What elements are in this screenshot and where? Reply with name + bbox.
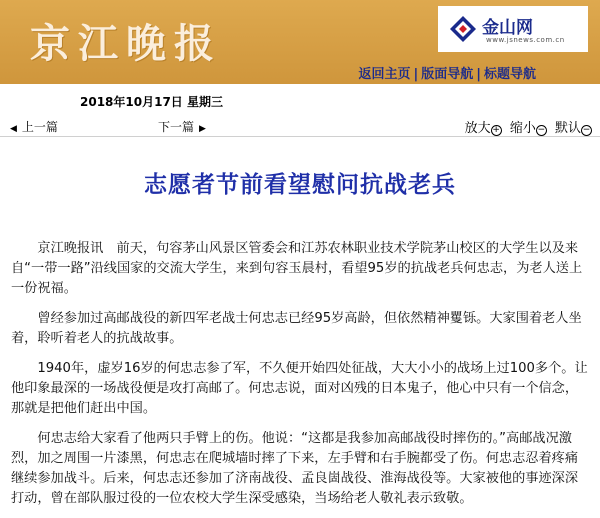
plus-circle-icon: + <box>492 125 500 135</box>
zoom-in-label: 放大 <box>464 121 491 136</box>
article-paragraph: 曾经参加过高邮战役的新四军老战士何忠志已经95岁高龄，但依然精神矍铄。大家围着老人坐着，聆听着老人的抗战故事。 <box>11 311 582 346</box>
article-title: 志愿者节前看望慰问抗战老兵 <box>144 172 456 198</box>
nav-page-navigation-link[interactable]: 版面导航 <box>421 67 474 82</box>
article-paragraph: 京江晚报讯 前天，句容茅山风景区管委会和江苏农林职业技术学院茅山校区的大学生以及来自“一带一路”沿线国家的交流大学生，来到句容玉晨村，看望95岁的抗战老兵何忠志，为老人送上一份祝福。 <box>11 241 583 296</box>
triangle-right-icon: ▶ <box>199 124 206 134</box>
masthead <box>0 0 600 84</box>
prev-article-link[interactable] <box>10 118 58 135</box>
issue-date: 2018年10月17日 星期三 <box>80 95 223 109</box>
zoom-out-button[interactable] <box>510 121 551 136</box>
newspaper-logo: 京江晚报 <box>30 20 222 67</box>
article-paragraph: 1940年，虚岁16岁的何忠志参了军，不久便开始四处征战，大大小小的战场上过100多个。让他印象最深的一场战役便是攻打高邮了。何忠志说，面对凶残的日本鬼子，他心中只有一个信念，那就是把他们赶出中国。 <box>11 361 588 416</box>
default-size-button[interactable] <box>555 121 596 136</box>
nav-home-link[interactable]: 返回主页 <box>358 67 411 82</box>
partner-name: 金山网 <box>482 18 533 38</box>
partner-logo[interactable] <box>438 6 588 52</box>
nav-separator: | <box>413 67 419 82</box>
zoom-out-label: 缩小 <box>509 121 536 136</box>
top-navigation <box>358 63 536 82</box>
partner-url: www.jsnews.com.cn <box>486 36 565 44</box>
prev-article-label: 上一篇 <box>21 120 58 134</box>
article-paragraph: 何忠志给大家看了他两只手臂上的伤。他说：“这都是我参加高邮战役时摔伤的。”高邮战况激烈，加之周围一片漆黑，何忠志在爬城墙时摔了下来，左手臂和右手腕都受了伤。何忠志忍着疼痛继续参加战斗。后来，何忠志还参加了济南战役、孟良崮战役、淮海战役等。大家被他的事迹深深打动，曾在部队服过役的一位农校大学生深受感染，当场给老人敬礼表示致敬。 <box>11 431 579 506</box>
diamond-logo-icon <box>450 16 476 42</box>
minus-circle-icon: − <box>537 125 546 135</box>
next-article-link[interactable] <box>158 118 206 135</box>
triangle-left-icon: ◀ <box>10 124 17 134</box>
next-article-label: 下一篇 <box>158 120 195 134</box>
zoom-in-button[interactable] <box>465 121 506 136</box>
minus-circle-icon: − <box>582 125 591 135</box>
article-pager <box>0 111 600 137</box>
article-body <box>11 239 591 518</box>
nav-title-navigation-link[interactable]: 标题导航 <box>483 67 536 82</box>
default-size-label: 默认 <box>554 121 581 136</box>
nav-separator: | <box>476 67 481 82</box>
font-size-controls <box>465 117 596 136</box>
